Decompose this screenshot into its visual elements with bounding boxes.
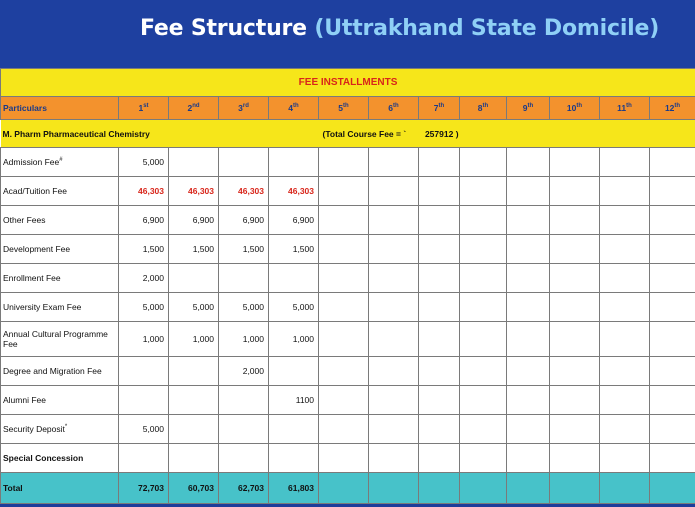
fee-cell [219,386,269,415]
fee-cell [600,206,650,235]
title-subtitle: (Uttrakhand State Domicile) [314,16,660,41]
fee-cell [169,444,219,473]
fee-label: Security Deposit* [1,415,119,444]
installment-header-5: 5th [319,97,369,120]
installment-header-11: 11th [600,97,650,120]
fee-row [1,386,695,415]
fee-cell [650,386,695,415]
total-cell: 62,703 [219,473,269,504]
installments-header-row [1,69,695,97]
fee-cell [650,235,695,264]
fee-cell [369,264,419,293]
fee-row [1,264,695,293]
title-main: Fee Structure [140,16,307,41]
fee-cell [419,386,460,415]
total-cell: 60,703 [169,473,219,504]
fee-cell [507,235,550,264]
fee-cell [550,177,600,206]
particulars-header: Particulars [1,97,119,120]
fee-cell: 1,500 [169,235,219,264]
fee-cell: 1,000 [269,322,319,357]
installment-header-6: 6th [369,97,419,120]
fee-cell [550,235,600,264]
fee-cell [460,206,507,235]
total-cell: 61,803 [269,473,319,504]
fee-cell [460,415,507,444]
fee-cell [319,293,369,322]
fee-cell: 2,000 [219,357,269,386]
fee-cell [419,415,460,444]
fee-cell: 46,303 [219,177,269,206]
fee-cell [369,177,419,206]
fee-label: Development Fee [1,235,119,264]
fee-cell [600,148,650,177]
fee-cell [369,235,419,264]
fee-cell [269,264,319,293]
fee-row [1,148,695,177]
total-cell: 72,703 [119,473,169,504]
fee-cell [650,357,695,386]
total-cell [600,473,650,504]
fee-cell: 46,303 [169,177,219,206]
fee-cell [600,415,650,444]
fee-cell [550,206,600,235]
fee-cell [419,177,460,206]
fee-cell [507,322,550,357]
total-cell [650,473,695,504]
fee-cell [319,386,369,415]
fee-cell [269,415,319,444]
fee-cell: 5,000 [119,148,169,177]
fee-cell [419,293,460,322]
fee-cell: 6,900 [269,206,319,235]
total-cell [419,473,460,504]
page-title [140,16,659,41]
course-total [319,120,695,148]
fee-cell [600,264,650,293]
fee-cell [650,415,695,444]
installment-header-3: 3rd [219,97,269,120]
fee-cell [119,357,169,386]
fee-cell [369,357,419,386]
fee-cell [460,148,507,177]
fee-row [1,444,695,473]
fee-row [1,357,695,386]
course-name: M. Pharm Pharmaceutical Chemistry [1,120,319,148]
total-row [1,473,695,504]
course-total-close: ) [455,128,459,139]
fee-cell [460,293,507,322]
fee-cell: 1,000 [169,322,219,357]
fee-cell [369,322,419,357]
fee-cell [369,444,419,473]
fee-cell: 2,000 [119,264,169,293]
fee-cell [600,293,650,322]
fee-cell [550,444,600,473]
fee-cell [169,415,219,444]
fee-cell: 5,000 [119,415,169,444]
fee-cell [650,177,695,206]
fee-cell: 1100 [269,386,319,415]
fee-cell: 6,900 [119,206,169,235]
fee-cell [650,293,695,322]
total-cell [507,473,550,504]
fee-cell [369,386,419,415]
fee-row [1,177,695,206]
fee-label: Degree and Migration Fee [1,357,119,386]
column-header-row [1,97,695,120]
fee-cell [269,357,319,386]
fee-cell [419,444,460,473]
fee-cell [460,322,507,357]
fee-cell [650,148,695,177]
installment-header-4: 4th [269,97,319,120]
fee-cell [369,293,419,322]
fee-cell [319,415,369,444]
fee-cell [169,386,219,415]
total-cell [369,473,419,504]
fee-cell [419,235,460,264]
fee-cell: 46,303 [269,177,319,206]
fee-cell [650,206,695,235]
fee-row [1,206,695,235]
fee-cell: 6,900 [169,206,219,235]
fee-cell: 5,000 [119,293,169,322]
fee-label: Annual Cultural Programme Fee [1,322,119,357]
fee-cell [419,148,460,177]
fee-cell [600,177,650,206]
fee-cell [460,357,507,386]
fee-cell [169,357,219,386]
fee-cell [219,415,269,444]
fee-cell [600,386,650,415]
fee-cell [650,444,695,473]
fee-cell [419,206,460,235]
fee-cell: 5,000 [169,293,219,322]
fee-cell: 1,000 [219,322,269,357]
fee-label: Acad/Tuition Fee [1,177,119,206]
fee-cell [460,177,507,206]
fee-cell [169,264,219,293]
fee-cell: 5,000 [219,293,269,322]
fee-cell [219,264,269,293]
fee-cell [550,264,600,293]
fee-cell [319,148,369,177]
fee-cell [319,206,369,235]
installment-header-12: 12th [650,97,695,120]
installment-header-1: 1st [119,97,169,120]
fee-cell [600,444,650,473]
fee-cell [507,444,550,473]
installment-header-7: 7th [419,97,460,120]
fee-cell [507,206,550,235]
total-cell [460,473,507,504]
installment-header-9: 9th [507,97,550,120]
fee-cell [600,357,650,386]
fee-cell: 1,000 [119,322,169,357]
installments-label: FEE INSTALLMENTS [1,69,695,97]
fee-cell [600,322,650,357]
fee-cell [550,322,600,357]
fee-cell [419,322,460,357]
fee-cell [507,177,550,206]
fee-row [1,322,695,357]
fee-cell [600,235,650,264]
fee-label: Other Fees [1,206,119,235]
course-total-label: (Total Course Fee = ` [322,128,407,139]
fee-cell [369,206,419,235]
fee-cell [460,386,507,415]
fee-cell [319,322,369,357]
fee-cell [550,386,600,415]
fee-cell [550,415,600,444]
fee-cell [507,148,550,177]
fee-cell: 6,900 [219,206,269,235]
fee-row [1,235,695,264]
fee-cell [507,415,550,444]
fee-cell [460,264,507,293]
fee-cell [269,148,319,177]
fee-cell [650,322,695,357]
fee-cell [650,264,695,293]
total-cell [550,473,600,504]
fee-cell [507,357,550,386]
fee-cell [550,357,600,386]
course-row [1,120,695,148]
fee-row [1,293,695,322]
fee-cell [319,177,369,206]
fee-cell [169,148,219,177]
fee-cell [319,235,369,264]
fee-cell [507,386,550,415]
fee-cell [219,444,269,473]
fee-label: Enrollment Fee [1,264,119,293]
fee-label: Alumni Fee [1,386,119,415]
fee-cell: 1,500 [269,235,319,264]
fee-table [0,68,695,504]
fee-row [1,415,695,444]
fee-cell: 46,303 [119,177,169,206]
fee-cell: 1,500 [219,235,269,264]
fee-cell [419,357,460,386]
installment-header-10: 10th [550,97,600,120]
fee-cell: 1,500 [119,235,169,264]
fee-cell [319,357,369,386]
fee-cell [319,444,369,473]
fee-cell [219,148,269,177]
total-cell [319,473,369,504]
fee-cell [369,415,419,444]
fee-cell [460,235,507,264]
fee-cell [419,264,460,293]
course-total-value: 257912 [424,128,454,139]
fee-cell: 5,000 [269,293,319,322]
fee-cell [119,386,169,415]
installment-header-8: 8th [460,97,507,120]
fee-cell [507,293,550,322]
header-banner [0,0,695,68]
fee-cell [319,264,369,293]
fee-cell [369,148,419,177]
fee-cell [507,264,550,293]
fee-label: University Exam Fee [1,293,119,322]
installment-header-2: 2nd [169,97,219,120]
fee-cell [550,148,600,177]
total-label: Total [1,473,119,504]
fee-cell [119,444,169,473]
fee-cell [550,293,600,322]
fee-cell [460,444,507,473]
fee-label: Admission Fee# [1,148,119,177]
fee-label: Special Concession [1,444,119,473]
fee-cell [269,444,319,473]
